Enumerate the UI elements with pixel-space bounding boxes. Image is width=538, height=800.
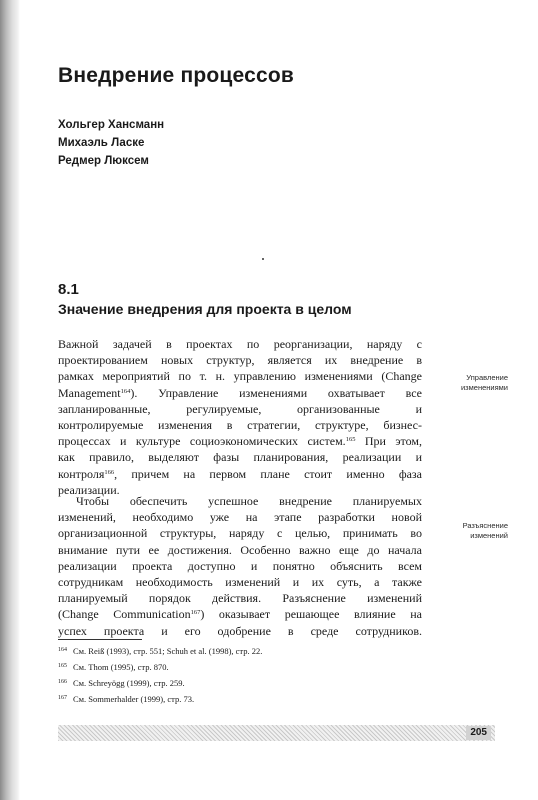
margin-note-line: Управление: [466, 373, 508, 382]
scan-speck: [262, 258, 264, 260]
footnote-ref: 164: [120, 387, 131, 395]
text-line: организационной структуры, наряду с целью, принимать во: [58, 526, 422, 541]
text-line: успех проекта и его одобрение в среде сотрудников.: [58, 623, 422, 638]
text-fragment: (Change Communication: [58, 607, 191, 622]
section-title: Значение внедрения для проекта в целом: [58, 301, 352, 317]
footnote-number: 166: [58, 679, 67, 685]
text-line: [58, 385, 422, 401]
footnote-ref: 165: [345, 436, 356, 444]
authors-list: [58, 116, 164, 170]
section-number: 8.1: [58, 281, 79, 298]
text-line: [58, 433, 422, 449]
text-line: проектированием новых структур, является их внедрение в: [58, 353, 422, 368]
margin-note-change-management: [436, 373, 508, 393]
footnote: [58, 691, 418, 707]
text-line: внимание пути ее достижения. Особенно важно еще до начала: [58, 542, 422, 557]
page-number-band: [58, 725, 495, 741]
text-line: изменений, необходимо уже на этапе разработки новой: [58, 510, 422, 525]
footnote: [58, 675, 418, 691]
margin-note-change-communication: [436, 521, 508, 541]
text-fragment: ) оказывает решающее влияние на: [200, 607, 422, 622]
author-name: Редмер Люксем: [58, 155, 149, 167]
text-fragment: , причем на первом плане стоит именно фаза: [114, 466, 422, 481]
text-line: Чтобы обеспечить успешное внедрение планируемых: [76, 494, 422, 508]
text-fragment: Management: [58, 385, 121, 400]
author-name: Хольгер Хансманн: [58, 119, 165, 131]
footnote-number: 165: [58, 663, 67, 669]
text-fragment: При этом,: [355, 434, 422, 449]
text-line: как правило, выделяют фазы планирования, реализации и: [58, 450, 422, 465]
text-line: [58, 606, 422, 622]
text-line: реализации проекта доступно и понятно объяснить всем: [58, 558, 422, 573]
footnote: [58, 659, 418, 675]
text-line: контролируемые изменения в стратегии, структуре, бизнес-: [58, 418, 422, 433]
margin-note-line: изменениями: [460, 383, 508, 392]
footnote-ref: 166: [104, 468, 115, 476]
footnote-divider: [58, 639, 142, 640]
footnote-ref: 167: [190, 609, 201, 617]
text-fragment: процессах и культуре социоэкономических систем.: [58, 434, 346, 449]
author-name: Михаэль Ласке: [58, 137, 145, 149]
text-line: реализации.: [58, 482, 120, 497]
paragraph-1: [58, 336, 422, 498]
footnote-number: 164: [58, 647, 67, 653]
footnote-text: См. Sommerhalder (1999), стр. 73.: [73, 694, 195, 704]
footnote-text: См. Reiß (1993), стр. 551; Schuh et al. (1998), стр. 22.: [73, 646, 263, 656]
chapter-title: Внедрение процессов: [58, 64, 295, 87]
text-line: сотрудникам необходимость изменений и их суть, а также: [58, 575, 422, 590]
paragraph-2: [58, 493, 422, 639]
footnotes: [58, 643, 418, 707]
text-line: запланированные, регулируемые, организованные и: [58, 401, 422, 416]
footnote-number: 167: [58, 695, 67, 701]
footnote: [58, 643, 418, 659]
text-fragment: контроля: [58, 466, 105, 481]
text-line: [58, 466, 422, 482]
text-line: Важной задачей в проектах по реорганизации, наряду с: [58, 337, 422, 351]
footnote-text: См. Schreyögg (1999), стр. 259.: [73, 678, 185, 688]
page-number: 205: [466, 726, 491, 740]
text-line: планируемый порядок действия. Разъяснение изменений: [58, 591, 422, 606]
margin-note-line: Разъяснение: [462, 521, 508, 530]
footnote-text: См. Thom (1995), стр. 870.: [73, 662, 169, 672]
text-line: рамках мероприятий по т. н. управлению изменениями (Change: [58, 369, 422, 384]
margin-note-line: изменений: [470, 531, 508, 540]
text-fragment: ). Управление изменениями охватывает все: [130, 385, 422, 400]
